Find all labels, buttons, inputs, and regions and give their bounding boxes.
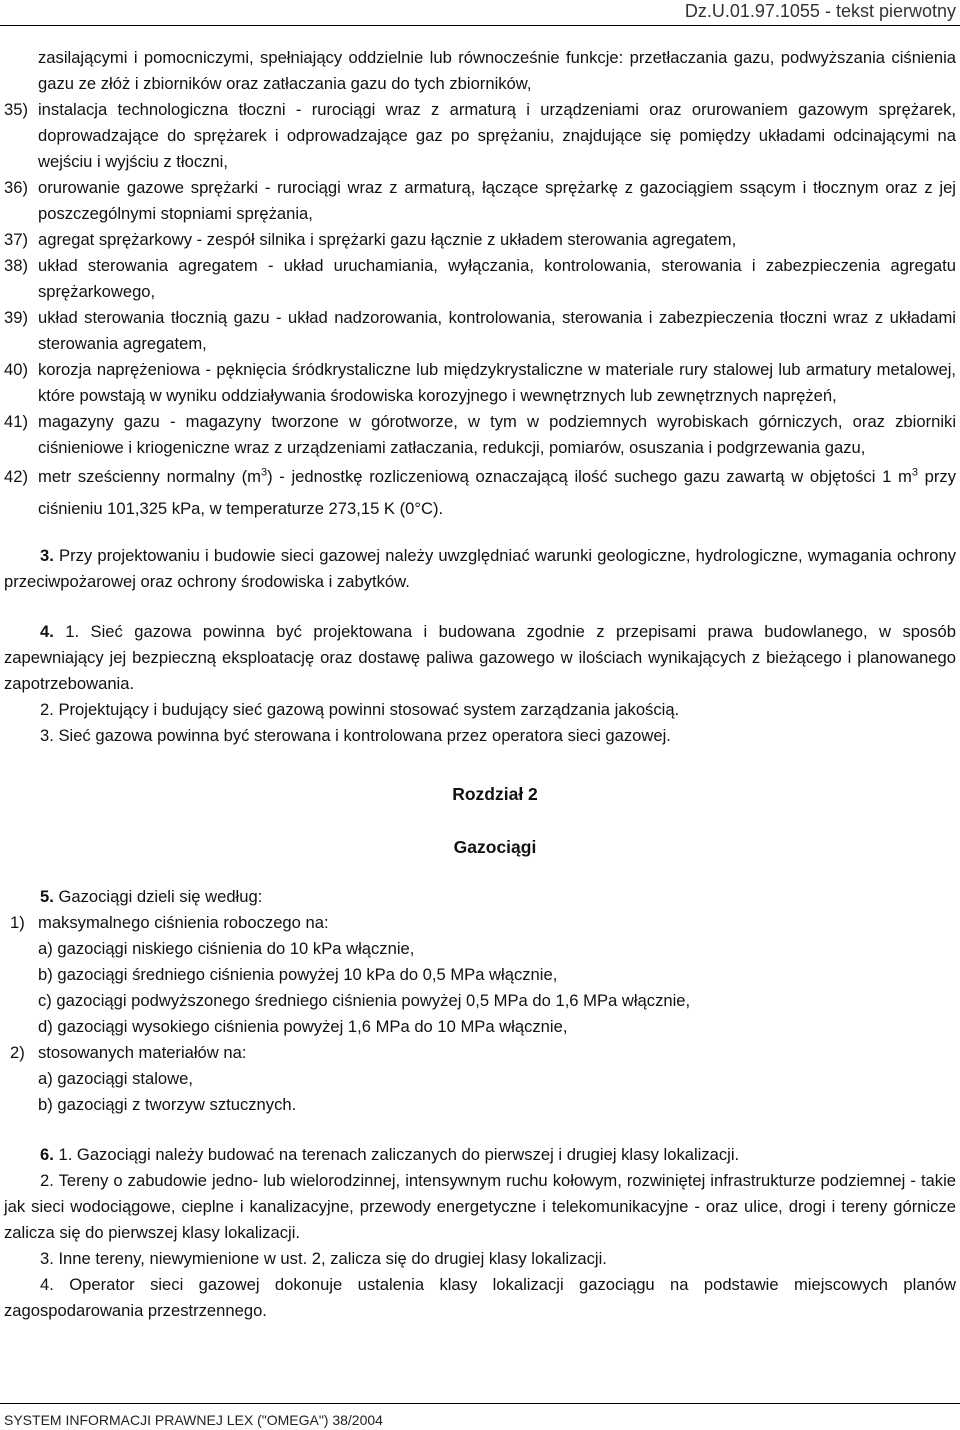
definition-39 [0,305,956,357]
definition-text: układ sterowania agregatem - układ uruchamiania, wyłączania, kontrolowania, sterowania i zabezpieczenia agregatu sprężarkowego, [38,256,956,301]
superscript: 3 [260,466,268,479]
superscript: 3 [911,466,918,479]
definition-number: 38) [4,256,28,275]
definition-number: 40) [4,360,28,379]
list-item: a) gazociągi niskiego ciśnienia do 10 kPa włącznie, [38,939,415,958]
section-number: 5. [40,887,54,906]
chapter-label: Rozdział 2 [452,784,538,804]
definition-41 [0,409,956,461]
definition-text: agregat sprężarkowy - zespół silnika i sprężarki gazu łącznie z układem sterowania agregatem, [38,230,737,249]
list-label: stosowanych materiałów na: [38,1043,247,1062]
section-6-item-4: 4. Operator sieci gazowej dokonuje ustalenia klasy lokalizacji gazociągu na podstawie miejscowych planów zagospodarowania przestrzennego. [4,1275,956,1320]
section-text: 1. Sieć gazowa powinna być projektowana i budowana zgodnie z przepisami prawa budowlanego, w sposób zapewniający jej bezpieczną eksploatację oraz dostawę paliwa gazowego w ilościach wynikających z bieżącego i planowanego zapotrzebowania. [4,622,956,693]
section-6-item-3: 3. Inne tereny, niewymienione w ust. 2, zalicza się do drugiej klasy lokalizacji. [40,1249,607,1268]
definition-text-part3: przy ciśnieniu 101,325 kPa, w temperaturze 273,15 K (0°C). [38,467,956,518]
section-number: 3. [40,546,54,565]
section-text: Gazociągi dzieli się według: [58,887,263,906]
classification-group-2 [0,1040,956,1066]
list-number: 1) [10,913,25,932]
definition-number: 42) [4,467,28,486]
section-5 [4,884,956,910]
section-number: 6. [40,1145,54,1164]
definition-number: 41) [4,412,28,431]
section-4-item-3: 3. Sieć gazowa powinna być sterowana i kontrolowana przez operatora sieci gazowej. [40,726,671,745]
definition-42 [0,461,956,525]
section-number: 4. [40,622,54,641]
classification-group-1 [0,910,956,936]
section-text: 1. Gazociągi należy budować na terenach zaliczanych do pierwszej i drugiej klasy lokalizacji. [58,1145,740,1164]
section-4-item-1 [4,619,956,697]
definition-40 [0,357,956,409]
document-body [0,45,960,1324]
definition-36 [0,175,956,227]
list-item: b) gazociągi średniego ciśnienia powyżej 10 kPa do 0,5 MPa włącznie, [38,965,558,984]
definition-text: korozja naprężeniowa - pęknięcia śródkrystaliczne lub międzykrystaliczne w materiale rury stalowej lub armatury metalowej, które powstają w wyniku oddziaływania środowiska korozyjnego i wewnętrznych lub zewnętrznych naprężeń, [38,360,956,405]
section-6-item-2: 2. Tereny o zabudowie jedno- lub wielorodzinnej, intensywnym ruchu kołowym, rozwiniętej infrastrukturze podziemnej - takie jak sieci wodociągowe, cieplne i kanalizacyjne, przewody energetyczne i telekomunikacyjne - oraz ulice, drogi i tereny górnicze zalicza się do pierwszej klasy lokalizacji. [4,1171,956,1242]
definition-number: 37) [4,230,28,249]
footer-source: SYSTEM INFORMACJI PRAWNEJ LEX ("OMEGA") 38/2004 [4,1412,383,1428]
definition-37 [0,227,956,253]
section-6-item-1 [4,1142,956,1168]
list-item: c) gazociągi podwyższonego średniego ciśnienia powyżej 0,5 MPa do 1,6 MPa włącznie, [38,991,691,1010]
section-4-item-2: 2. Projektujący i budujący sieć gazową powinni stosować system zarządzania jakością. [40,700,680,719]
definition-text: układ sterowania tłocznią gazu - układ nadzorowania, kontrolowania, sterowania i zabezpieczenia tłoczni wraz z układami sterowania agregatem, [38,308,956,353]
definition-number: 35) [4,100,28,119]
definition-text-part1: metr sześcienny normalny (m [38,467,261,486]
definition-text: orurowanie gazowe sprężarki - rurociągi wraz z armaturą, łączące sprężarkę z gazociągiem ssącym i tłocznym oraz z jej poszczególnymi stopniami sprężania, [38,178,956,223]
definition-text: instalacja technologiczna tłoczni - rurociągi wraz z armaturą i urządzeniami oraz orurowaniem gazowym sprężarek, doprowadzające do sprężarek i odprowadzające gaz po sprężaniu, znajdujące się pomiędzy układami odcinającymi na wejściu i wyjściu z tłoczni, [38,100,956,171]
definition-continuation: zasilającymi i pomocniczymi, spełniający oddzielnie lub równocześnie funkcje: przetłaczania gazu, podwyższania ciśnienia gazu ze złóż i zbiorników oraz zatłaczania gazu do tych zbiorników, [38,48,956,93]
list-item: d) gazociągi wysokiego ciśnienia powyżej 1,6 MPa do 10 MPa włącznie, [38,1017,568,1036]
list-label: maksymalnego ciśnienia roboczego na: [38,913,329,932]
definition-number: 36) [4,178,28,197]
definition-number: 39) [4,308,28,327]
definition-text: magazyny gazu - magazyny tworzone w górotworze, w tym w podziemnych wyrobiskach górniczych, oraz zbiorniki ciśnieniowe i kriogeniczne wraz z urządzeniami zatłaczania, redukcji, pomiarów, osuszania i podgrzewania gazu, [38,412,956,457]
page-footer [0,1403,960,1430]
list-item: a) gazociągi stalowe, [38,1069,193,1088]
section-3 [4,543,956,595]
list-number: 2) [10,1043,25,1062]
page-header [0,0,960,26]
chapter-title: Gazociągi [453,837,537,857]
section-text: Przy projektowaniu i budowie sieci gazowej należy uwzględniać warunki geologiczne, hydrologiczne, wymagania ochrony przeciwpożarowej oraz ochrony środowiska i zabytków. [4,546,956,591]
definition-35 [0,97,956,175]
document-reference: Dz.U.01.97.1055 - tekst pierwotny [684,1,956,21]
definition-38 [0,253,956,305]
list-item: b) gazociągi z tworzyw sztucznych. [38,1095,297,1114]
definition-text-part2: ) - jednostkę rozliczeniową oznaczającą ilość suchego gazu zawartą w objętości 1 m [267,467,912,486]
